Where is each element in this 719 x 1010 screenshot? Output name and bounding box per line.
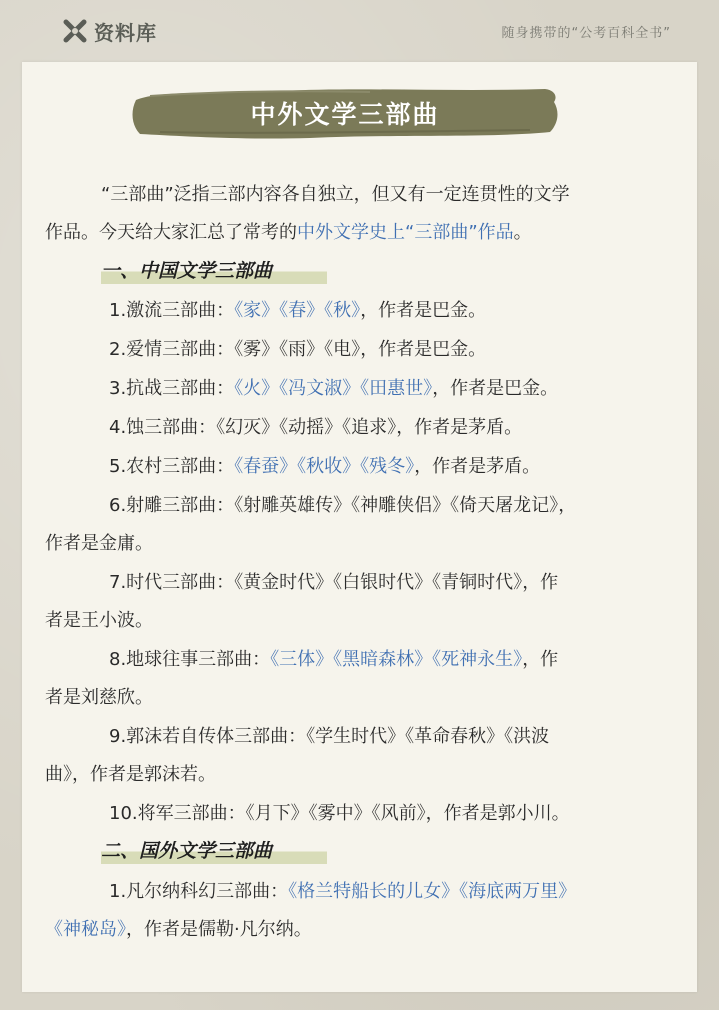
list-item: 10.将军三部曲：《月下》《雾中》《风前》，作者是郭小川。 (109, 803, 570, 824)
list-item-continuation: 者是王小波。 (45, 610, 153, 631)
list-item: 9.郭沫若自传体三部曲：《学生时代》《革命春秋》《洪波 (109, 726, 550, 747)
section-heading-text: 二、国外文学三部曲 (101, 840, 273, 862)
intro-highlight: 中外文学史上“三部曲”作品 (297, 222, 514, 243)
list-item: 3.抗战三部曲：《火》《冯文淑》《田惠世》，作者是巴金。 (109, 378, 559, 399)
logo (62, 14, 157, 48)
intro-line-2 (45, 218, 532, 244)
intro-line-1: “三部曲”泛指三部内容各自独立，但又有一定连贯性的文学 (101, 184, 570, 205)
list-item-continuation: 《神秘岛》，作者是儒勒·凡尔纳。 (45, 919, 312, 940)
logo-text: 资料库 (94, 20, 157, 45)
section-heading-foreign (101, 836, 327, 864)
header-bar (0, 0, 719, 62)
list-item: 1.凡尔纳科幻三部曲：《格兰特船长的儿女》《海底两万里》 (109, 881, 577, 902)
list-item-continuation: 作者是金庸。 (45, 533, 153, 554)
page-title: 中外文学三部曲 (250, 100, 440, 129)
list-item: 6.射雕三部曲：《射雕英雄传》《神雕侠侣》《倚天屠龙记》， (109, 495, 577, 516)
list-item-continuation: 者是刘慈欣。 (45, 687, 153, 708)
title-banner (130, 82, 560, 144)
list-item: 7.时代三部曲：《黄金时代》《白银时代》《青铜时代》，作 (109, 572, 559, 593)
section-heading-text: 一、中国文学三部曲 (101, 260, 273, 282)
logo-x-icon (62, 18, 88, 44)
list-item: 4.蚀三部曲：《幻灭》《动摇》《追求》，作者是茅盾。 (109, 417, 523, 438)
list-item: 5.农村三部曲：《春蚕》《秋收》《残冬》，作者是茅盾。 (109, 456, 541, 477)
list-item: 2.爱情三部曲：《雾》《雨》《电》，作者是巴金。 (109, 339, 487, 360)
tagline: 随身携带的“公考百科全书” (501, 26, 671, 41)
list-item: 1.激流三部曲：《家》《春》《秋》，作者是巴金。 (109, 300, 487, 321)
content-paper (22, 62, 697, 992)
list-item-continuation: 曲》，作者是郭沫若。 (45, 764, 216, 785)
list-item: 8.地球往事三部曲：《三体》《黑暗森林》《死神永生》，作 (109, 649, 559, 670)
intro-text: 作品。今天给大家汇总了常考的 (45, 222, 297, 243)
section-heading-china (101, 256, 327, 284)
intro-text-end: 。 (513, 222, 532, 243)
